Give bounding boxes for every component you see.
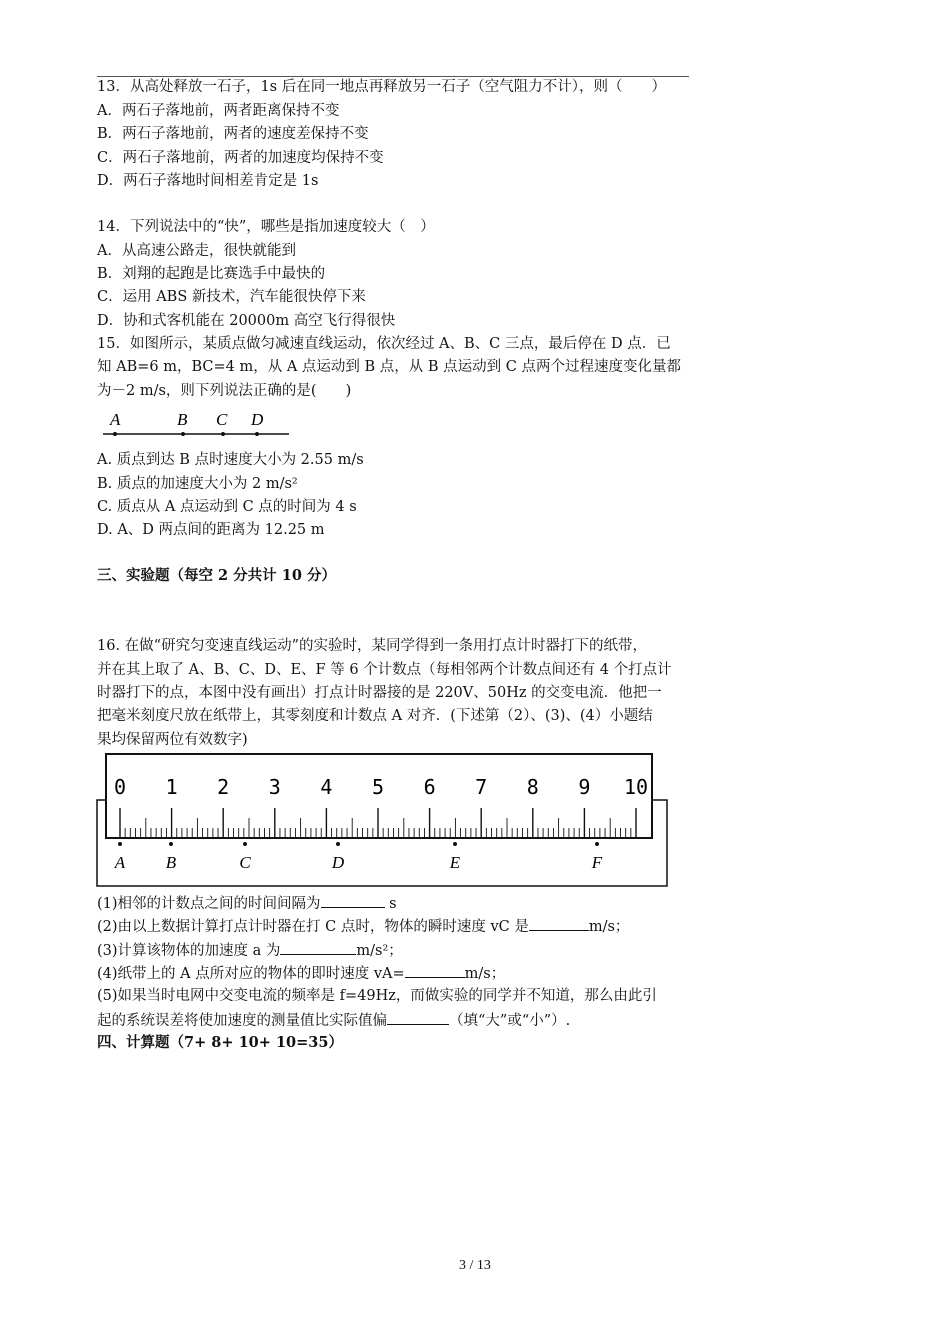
page-number: 3 / 13 [459, 1258, 491, 1273]
ruler-number: 5 [371, 775, 385, 799]
q16-part-3-text: (3)计算该物体的加速度 a 为 [97, 943, 281, 959]
tape-point [336, 842, 340, 846]
q16-stem-line-4: 把毫米刻度尺放在纸带上，其零刻度和计数点 A 对齐．(下述第（2）、(3)、(4）小题结 [97, 708, 653, 724]
q16-part-4 [97, 963, 505, 984]
q15-stem-line-1: 15．如图所示，某质点做匀减速直线运动，依次经过 A、B、C 三点，最后停在 D 点．已 [97, 336, 671, 352]
tape-point [169, 842, 173, 846]
q16-part-3-blank[interactable] [280, 940, 356, 955]
q13-option-c: C．两石子落地前，两者的加速度均保持不变 [97, 150, 384, 166]
tape-point-label: D [331, 853, 345, 872]
q14-option-c: C．运用 ABS 新技术，汽车能很快停下来 [97, 289, 366, 305]
tape-point-label: E [449, 853, 461, 872]
q15-point-a [113, 432, 117, 436]
q16-stem-line-3: 时器打下的点，本图中没有画出）打点计时器接的是 220V、50Hz 的交变电流．他把一 [97, 685, 662, 701]
q16-part-2-blank[interactable] [529, 916, 589, 931]
tape-point [453, 842, 457, 846]
q15-stem-line-3: 为－2 m/s，则下列说法正确的是( ) [97, 383, 352, 399]
q16-part-5-blank[interactable] [387, 1010, 449, 1025]
tape-point-label: C [239, 853, 251, 872]
q14-option-a: A．从高速公路走，很快就能到 [97, 243, 296, 259]
q15-line-figure [97, 400, 297, 450]
q16-part-4-text: (4)纸带上的 A 点所对应的物体的即时速度 vA= [97, 966, 405, 982]
tape-points [114, 842, 603, 872]
q15-label-a: A [110, 410, 121, 429]
ruler-number: 8 [526, 775, 539, 799]
q14-option-d: D．协和式客机能在 20000m 高空飞行得很快 [97, 313, 396, 329]
q15-label-d: D [251, 410, 264, 429]
q14-stem: 14．下列说法中的“快”，哪些是指加速度较大（ ） [97, 219, 435, 235]
q15-label-c: C [216, 410, 228, 429]
q16-part-5-line-1: (5)如果当时电网中交变电流的频率是 f=49Hz，而做实验的同学并不知道，那么由此引 [97, 988, 657, 1004]
tape-point-label: F [591, 853, 603, 872]
tape-point [595, 842, 599, 846]
q14-option-b: B．刘翔的起跑是比赛选手中最快的 [97, 266, 326, 282]
q16-part-4-blank[interactable] [405, 963, 465, 978]
q15-point-b [181, 432, 185, 436]
q16-part-2-text: (2)由以上数据计算打点计时器在打 C 点时，物体的瞬时速度 vC 是 [97, 919, 529, 935]
ruler-number: 1 [165, 775, 178, 799]
q15-point-c [221, 432, 225, 436]
tape-point [243, 842, 247, 846]
q16-part-2-unit: m/s； [588, 919, 630, 935]
q16-part-5-line-2 [97, 1010, 570, 1031]
ruler-number: 2 [217, 775, 230, 799]
q15-option-b: B. 质点的加速度大小为 2 m/s² [97, 476, 298, 492]
q15-label-b: B [177, 410, 188, 429]
ruler-number: 0 [113, 775, 127, 799]
section-4-title: 四、计算题（7+ 8+ 10+ 10=35） [97, 1034, 343, 1051]
q15-stem-line-2: 知 AB=6 m，BC=4 m，从 A 点运动到 B 点，从 B 点运动到 C 点两个过程速度变化量都 [97, 359, 681, 375]
q15-option-c: C. 质点从 A 点运动到 C 点的时间为 4 s [97, 499, 357, 515]
q16-part-2 [97, 916, 629, 937]
q16-part-5-text: 起的系统误差将使加速度的测量值比实际值偏 [97, 1013, 387, 1029]
ruler-number: 6 [423, 775, 436, 799]
q16-stem-line-5: 果均保留两位有效数字) [97, 732, 248, 748]
ruler-number: 7 [475, 775, 488, 799]
q16-stem-line-2: 并在其上取了 A、B、C、D、E、F 等 6 个计数点（每相邻两个计数点间还有 4 个打点计 [97, 662, 672, 678]
q16-part-3 [97, 940, 403, 961]
q13-option-d: D．两石子落地时间相差肯定是 1s [97, 173, 319, 189]
ruler-number: 10 [623, 775, 649, 799]
ruler-tape-figure [96, 752, 668, 888]
q16-part-1 [97, 893, 397, 914]
q16-part-1-text: (1)相邻的计数点之间的时间间隔为 [97, 896, 321, 912]
tape-point-label: B [165, 853, 177, 872]
tape-point [118, 842, 122, 846]
section-3-title: 三、实验题（每空 2 分共计 10 分） [97, 567, 336, 584]
q16-part-1-unit: s [389, 896, 397, 912]
q13-option-b: B．两石子落地前，两者的速度差保持不变 [97, 126, 369, 142]
q15-option-a: A. 质点到达 B 点时速度大小为 2.55 m/s [97, 452, 364, 468]
q15-option-d: D. A、D 两点间的距离为 12.25 m [97, 522, 325, 538]
ruler-number: 4 [320, 775, 333, 799]
q16-part-4-unit: m/s； [464, 966, 506, 982]
q15-point-d [255, 432, 259, 436]
q13-option-a: A．两石子落地前，两者距离保持不变 [97, 103, 340, 119]
q16-part-5-hint: （填“大”或“小”）. [449, 1013, 571, 1029]
tape-point-label: A [114, 853, 126, 872]
q13-stem: 13．从高处释放一石子，1s 后在同一地点再释放另一石子（空气阻力不计），则（ ） [97, 79, 666, 95]
ruler-number: 9 [578, 775, 591, 799]
q16-part-1-blank[interactable] [321, 893, 385, 908]
q16-part-3-unit: m/s²； [356, 943, 403, 959]
ruler-number: 3 [268, 775, 281, 799]
q16-stem-line-1: 16. 在做“研究匀变速直线运动”的实验时，某同学得到一条用打点计时器打下的纸带， [97, 638, 647, 654]
